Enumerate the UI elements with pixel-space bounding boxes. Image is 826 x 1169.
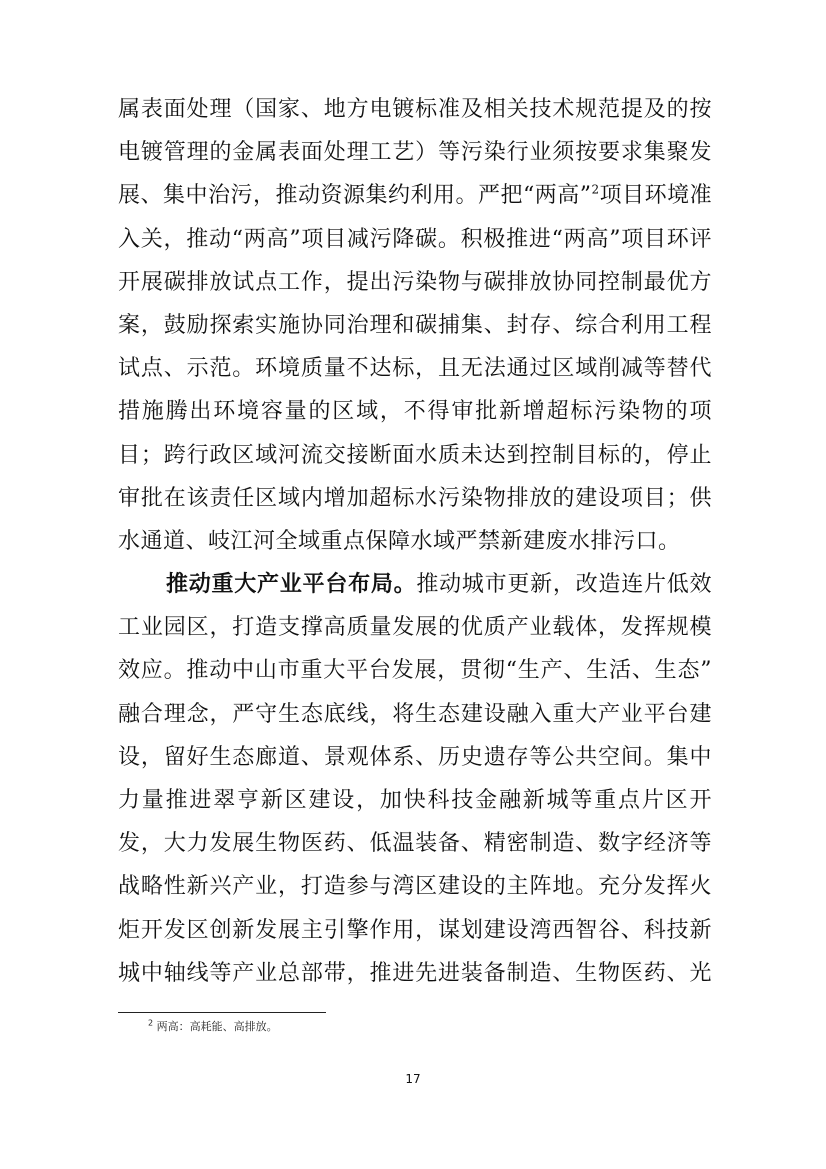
paragraph-line: 设，留好生态廊道、景观体系、历史遗存等公共空间。集中 <box>118 744 712 770</box>
body-text <box>118 88 712 995</box>
footnote-number: 2 <box>148 1018 154 1028</box>
paragraph-line: 效应。推动中山市重大平台发展，贯彻“生产、生活、生态” <box>118 658 712 684</box>
paragraph-line: 发，大力发展生物医药、低温装备、精密制造、数字经济等 <box>118 831 712 857</box>
footnote <box>148 1018 278 1034</box>
page-number: 17 <box>405 1072 421 1086</box>
paragraph-line: 水通道、岐江河全域重点保障水域严禁新建废水排污口。 <box>118 528 681 554</box>
footnote-text: 两高：高耗能、高排放。 <box>156 1020 278 1033</box>
paragraph-line <box>118 174 712 217</box>
footnote-reference[interactable]: 2 <box>591 183 600 198</box>
paragraph-line: 炬开发区创新发展主引擎作用，谋划建设湾西智谷、科技新 <box>118 917 712 943</box>
footnote-divider <box>118 1012 326 1013</box>
paragraph-line: 试点、示范。环境质量不达标，且无法通过区域削减等替代 <box>118 356 712 382</box>
paragraph-line: 城中轴线等产业总部带，推进先进装备制造、生物医药、光 <box>118 960 712 986</box>
line-text: 推动城市更新，改造连片低效 <box>416 572 712 598</box>
paragraph-line: 融合理念，严守生态底线，将生态建设融入重大产业平台建 <box>118 701 712 727</box>
paragraph-line: 审批在该责任区域内增加超标水污染物排放的建设项目；供 <box>118 485 712 511</box>
paragraph-line: 工业园区，打造支撑高质量发展的优质产业载体，发挥规模 <box>118 615 712 641</box>
paragraph-line: 电镀管理的金属表面处理工艺）等污染行业须按要求集聚发 <box>118 140 712 166</box>
paragraph-line: 战略性新兴产业，打造参与湾区建设的主阵地。充分发挥火 <box>118 874 712 900</box>
paragraph-line: 开展碳排放试点工作，提出污染物与碳排放协同控制最优方 <box>118 269 712 295</box>
paragraph-line <box>118 563 712 606</box>
section-heading: 推动重大产业平台布局。 <box>166 572 417 598</box>
paragraph-line: 入关，推动“两高”项目减污降碳。积极推进“两高”项目环评 <box>118 226 712 252</box>
paragraph-line: 力量推进翠亨新区建设，加快科技金融新城等重点片区开 <box>118 788 712 813</box>
line-text: 展、集中治污，推动资源集约利用。严把“两高” <box>118 183 592 209</box>
paragraph-line: 目；跨行政区域河流交接断面水质未达到控制目标的，停止 <box>118 442 712 468</box>
line-text: 项目环境准 <box>599 183 713 209</box>
paragraph-line: 措施腾出环境容量的区域，不得审批新增超标污染物的项 <box>118 399 712 425</box>
paragraph-line: 案，鼓励探索实施协同治理和碳捕集、封存、综合利用工程 <box>118 312 712 338</box>
paragraph-line: 属表面处理（国家、地方电镀标准及相关技术规范提及的按 <box>118 97 712 122</box>
